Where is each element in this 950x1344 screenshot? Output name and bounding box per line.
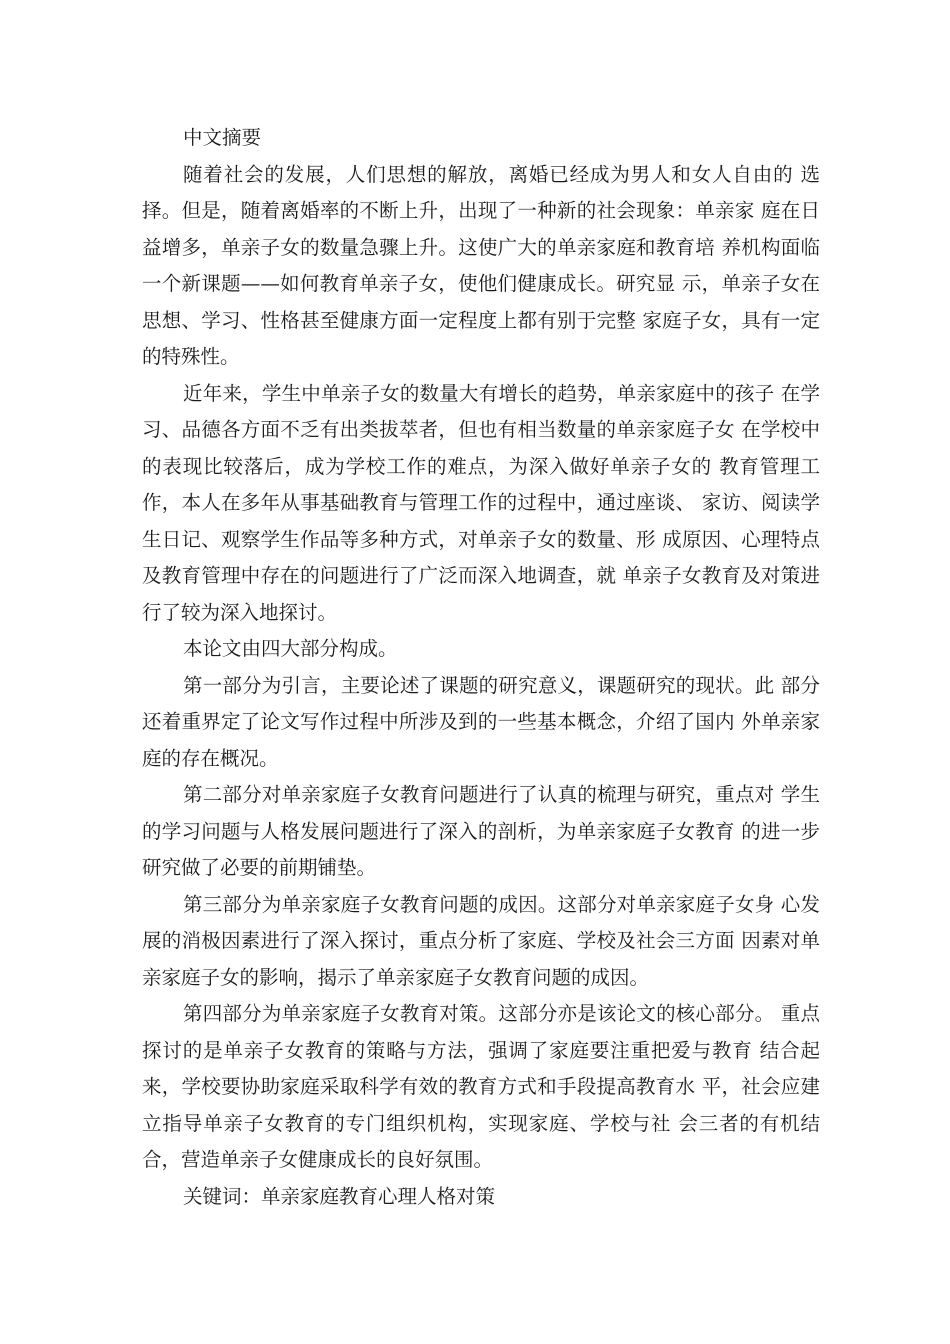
paragraph-part-three: 第三部分为单亲家庭子女教育问题的成因。这部分对单亲家庭子女身 心发展的消极因素进行了深入探讨，重点分析了家庭、学校及社会三方面 因素对单亲家庭子女的影响，揭示了单亲家庭子女教育问题的成因。 [142,892,820,989]
paragraph-background: 近年来，学生中单亲子女的数量大有增长的趋势，单亲家庭中的孩子 在学习、品德各方面不乏有出类拔萃者，但也有相当数量的单亲家庭子女 在学校中的表现比较落后，成为学校工作的难点，为深入做好单亲子女的 教育管理工作，本人在多年从事基础教育与管理工作的过程中，通过座谈、 家访、阅读学生日记、观察学生作品等多种方式，对单亲子女的数量、形 成原因、心理特点及教育管理中存在的问题进行了广泛而深入地调查，就 单亲子女教育及对策进行了较为深入地探讨。 [142,381,820,624]
paragraph-intro: 随着社会的发展，人们思想的解放，离婚已经成为男人和女人自由的 选择。但是，随着离婚率的不断上升，出现了一种新的社会现象：单亲家 庭在日益增多，单亲子女的数量急骤上升。这使广大的单亲家庭和教育培 养机构面临一个新课题——如何教育单亲子女，使他们健康成长。研究显 示，单亲子女在思想、学习、性格甚至健康方面一定程度上都有别于完整 家庭子女，具有一定的特殊性。 [142,162,820,368]
paragraph-part-two: 第二部分对单亲家庭子女教育问题进行了认真的梳理与研究，重点对 学生的学习问题与人格发展问题进行了深入的剖析，为单亲家庭子女教育 的进一步研究做了必要的前期铺垫。 [142,783,820,879]
abstract-heading: 中文摘要 [183,126,262,149]
paragraph-part-one: 第一部分为引言，主要论述了课题的研究意义，课题研究的现状。此 部分还着重界定了论文写作过程中所涉及到的一些基本概念，介绍了国内 外单亲家庭的存在概况。 [142,673,820,770]
paragraph-part-four: 第四部分为单亲家庭子女教育对策。这部分亦是该论文的核心部分。 重点探讨的是单亲子女教育的策略与方法，强调了家庭要注重把爱与教育 结合起来，学校要协助家庭采取科学有效的教育方式和手段提高教育水 平，社会应建立指导单亲子女教育的专门组织机构，实现家庭、学校与社 会三者的有机结合，营造单亲子女健康成长的良好氛围。 [142,1002,820,1171]
keywords-line: 关键词：单亲家庭教育心理人格对策 [183,1184,496,1208]
paragraph-structure: 本论文由四大部分构成。 [183,637,398,660]
document-page [142,120,820,1215]
